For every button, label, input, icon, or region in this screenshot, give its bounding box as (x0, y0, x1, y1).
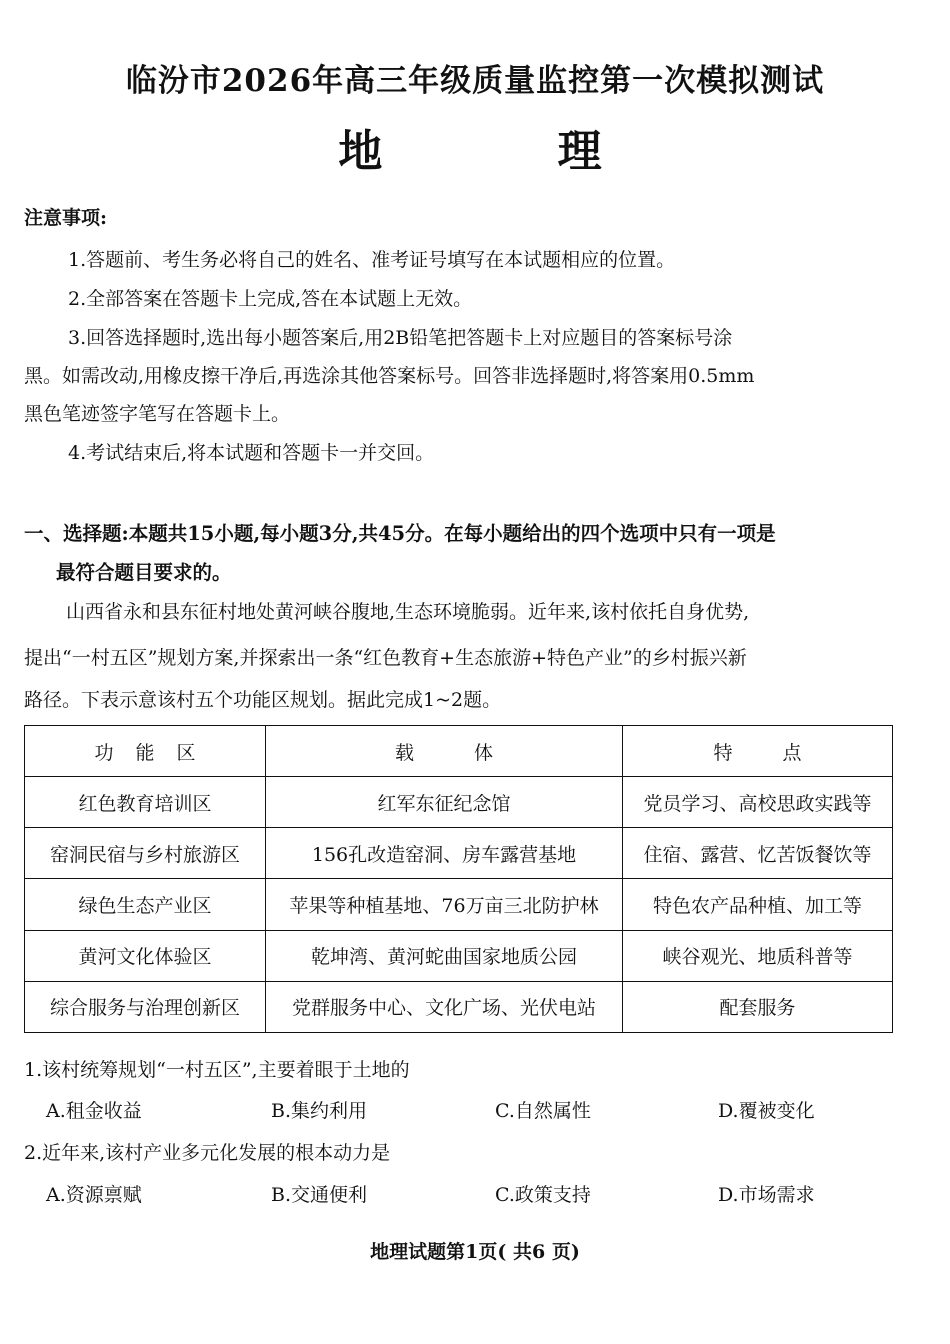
table-row (25, 930, 893, 981)
question-1-option-b: B.集约利用 (271, 1100, 368, 1122)
question-2-stem: 2.近年来,该村产业多元化发展的根本动力是 (24, 1142, 391, 1164)
table-cell: 党群服务中心、文化广场、光伏电站 (266, 981, 623, 1032)
notice-line-2: 2.全部答案在答题卡上完成,答在本试题上无效。 (68, 288, 473, 310)
table-row (25, 828, 893, 879)
notice-line-3-cont: 黑。如需改动,用橡皮擦干净后,再选涂其他答案标号。回答非选择题时,将答案用0.5mm (24, 365, 755, 387)
table-cell: 配套服务 (623, 981, 893, 1032)
question-1-option-d: D.覆被变化 (718, 1100, 815, 1122)
notice-line-3-cont2: 黑色笔迹签字笔写在答题卡上。 (24, 403, 291, 425)
table-row (25, 981, 893, 1032)
table-cell: 156孔改造窑洞、房车露营基地 (266, 828, 623, 879)
notice-line-3: 3.回答选择题时,选出每小题答案后,用2B铅笔把答题卡上对应题目的答案标号涂 (68, 327, 733, 349)
question-2-option-a: A.资源禀赋 (46, 1184, 142, 1206)
table-cell: 综合服务与治理创新区 (25, 981, 266, 1032)
question-2-option-c: C.政策支持 (495, 1184, 591, 1206)
table-cell: 峡谷观光、地质科普等 (623, 930, 893, 981)
table-cell: 党员学习、高校思政实践等 (623, 777, 893, 828)
table-cell: 苹果等种植基地、76万亩三北防护林 (266, 879, 623, 930)
table-cell: 红军东征纪念馆 (266, 777, 623, 828)
table-header-zone: 功能区 (25, 726, 266, 777)
table-cell: 绿色生态产业区 (25, 879, 266, 930)
question-1-option-a: A.租金收益 (46, 1100, 142, 1122)
notice-line-4: 4.考试结束后,将本试题和答题卡一并交回。 (68, 442, 435, 464)
table-cell: 黄河文化体验区 (25, 930, 266, 981)
notice-heading: 注意事项: (24, 207, 108, 229)
passage-line-3: 路径。下表示意该村五个功能区规划。据此完成1~2题。 (24, 689, 502, 711)
section-heading: 一、选择题:本题共15小题,每小题3分,共45分。在每小题给出的四个选项中只有一项是 (24, 522, 776, 545)
table-cell: 特色农产品种植、加工等 (623, 879, 893, 930)
table-header-feature: 特点 (623, 726, 893, 777)
question-2-option-b: B.交通便利 (271, 1184, 368, 1206)
section-heading-cont: 最符合题目要求的。 (56, 561, 232, 584)
table-header-carrier: 载体 (266, 726, 623, 777)
exam-title: 临汾市2026年高三年级质量监控第一次模拟测试 (125, 63, 825, 99)
table-cell: 乾坤湾、黄河蛇曲国家地质公园 (266, 930, 623, 981)
subject-title: 地 理 (338, 126, 682, 177)
notice-line-1: 1.答题前、考生务必将自己的姓名、准考证号填写在本试题相应的位置。 (68, 249, 676, 271)
table-cell: 红色教育培训区 (25, 777, 266, 828)
table-header-row (25, 726, 893, 777)
table-row (25, 777, 893, 828)
table-cell: 住宿、露营、忆苦饭餐饮等 (623, 828, 893, 879)
function-zone-table (24, 725, 893, 1033)
table-cell: 窑洞民宿与乡村旅游区 (25, 828, 266, 879)
passage-line-1: 山西省永和县东征村地处黄河峡谷腹地,生态环境脆弱。近年来,该村依托自身优势, (66, 601, 750, 623)
question-1-stem: 1.该村统筹规划“一村五区”,主要着眼于土地的 (24, 1059, 410, 1081)
question-2-option-d: D.市场需求 (718, 1184, 815, 1206)
question-1-option-c: C.自然属性 (495, 1100, 591, 1122)
page-footer: 地理试题第1页( 共6 页) (370, 1241, 580, 1263)
passage-line-2: 提出“一村五区”规划方案,并探索出一条“红色教育+生态旅游+特色产业”的乡村振兴新 (24, 647, 747, 669)
table-row (25, 879, 893, 930)
